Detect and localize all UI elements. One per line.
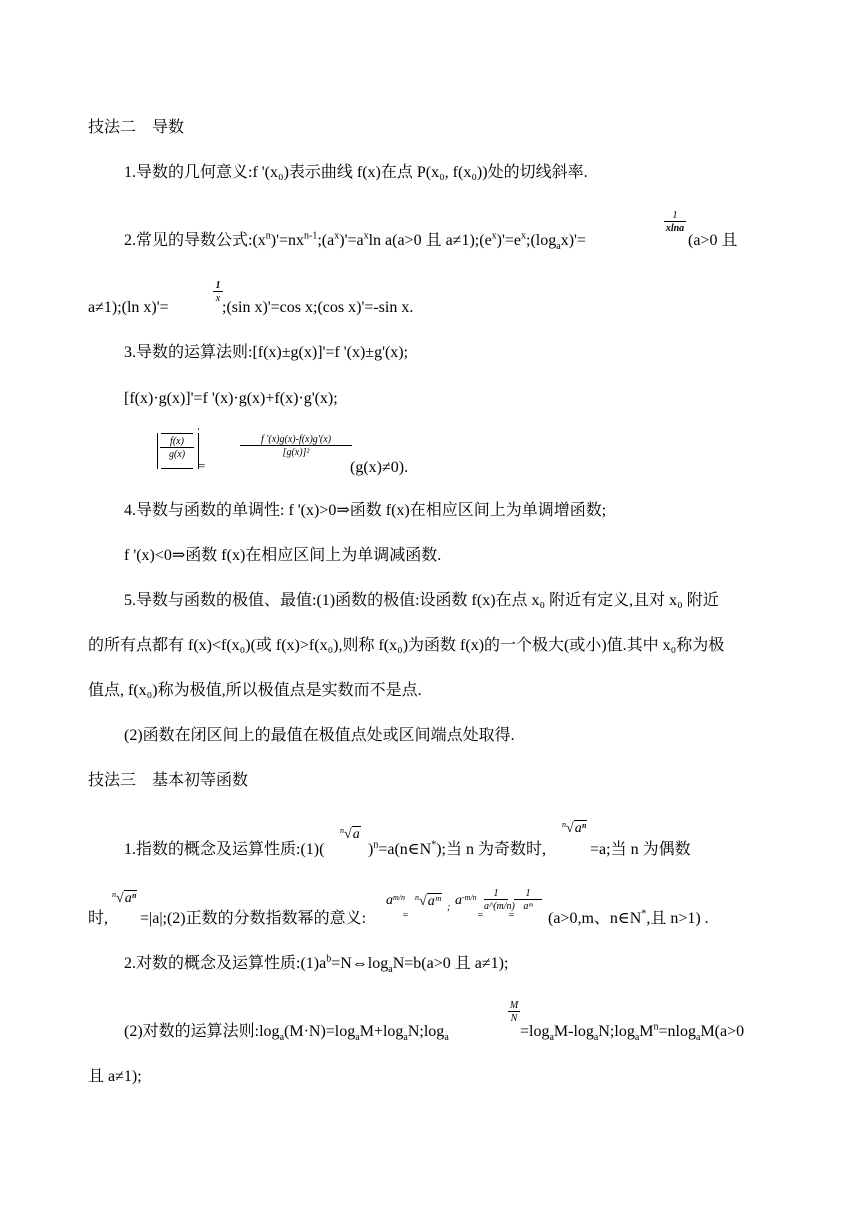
fraction-1-over-radical: $\frac{1}{\text{aᵐ}}$ bbox=[514, 888, 542, 912]
radical-1: $^n$√a bbox=[340, 826, 360, 842]
equals-1: = bbox=[402, 910, 409, 921]
fraction-ln-derivative: $\frac{1}{x}$ bbox=[213, 280, 223, 304]
exponent-line1-a: 1.指数的概念及运算性质:(1)( bbox=[124, 841, 325, 858]
monotonicity-decreasing: f '(x)<0⇒函数 f(x)在相应区间上为单调减函数. bbox=[124, 547, 442, 564]
exponent-line2-cond: (a>0,m、n∈N*,且 n>1) . bbox=[548, 908, 709, 927]
exponent-line2-a: 时, bbox=[88, 910, 109, 927]
quotient-condition: (g(x)≠0). bbox=[350, 459, 409, 476]
quotient-rule-lhs: $\frac{f(x)}{g(x)}$ bbox=[157, 433, 199, 469]
logarithm-definition: 2.对数的概念及运算性质$:(1)a^b=N\Leftrightarrow\log_aN=b(a>0$ 且 a≠1); bbox=[124, 953, 509, 976]
fraction-M-over-N: $\frac{M}{N}$ bbox=[509, 1000, 519, 1024]
derivative-formulas-line2-a: a≠1);(ln x)'= bbox=[88, 299, 169, 316]
power-a-neg-m-over-n: $a^{-m/n}$ bbox=[455, 893, 477, 908]
monotonicity-increasing: 4.导数与函数的单调性: f '(x)>0⇒函数 f(x)在相应区间上为单调增函数; bbox=[124, 502, 607, 519]
semicolon: ; bbox=[447, 902, 451, 913]
power-a-m-over-n: $a^{m/n}$ bbox=[386, 893, 405, 908]
logarithm-rules-line2: 且 a≠1); bbox=[88, 1068, 142, 1085]
derivative-formulas-cond: (a>0 且 bbox=[688, 232, 738, 249]
derivative-geometric-meaning: 1.导数的几何意义:f '(x₀)表示曲线 f(x)在点 P(x₀, f(x₀))处的切线斜率. bbox=[124, 164, 588, 181]
quotient-rule-rhs: $\frac{f '(x)g(x)-f(x)g'(x)}{\text{[g(x)]²}}$ bbox=[240, 434, 352, 458]
exponent-line1-c: =a;当 n 为偶数 bbox=[590, 841, 691, 858]
logarithm-rules-b: $=\log_aM-\log_aN;\log_aM^n=nlog_aM(a>0$ bbox=[520, 1021, 745, 1044]
extrema-line4: (2)函数在闭区间上的最值在极值点处或区间端点处取得. bbox=[124, 727, 515, 744]
exponent-line1-b: )$^n$=a(n∈N*);当 n 为奇数时, bbox=[368, 839, 546, 858]
equals-3: = bbox=[508, 910, 515, 921]
fraction-log-derivative: $\frac{1}{xlna}$ bbox=[665, 210, 685, 234]
radical-2: $^n$√aⁿ bbox=[562, 820, 587, 836]
extrema-line3: 值点, f(x₀)称为极值,所以极值点是实数而不是点. bbox=[88, 682, 422, 699]
quotient-equals: = bbox=[198, 458, 206, 473]
derivative-formulas-line2-b: ;(sin x)'=cos x;(cos x)'=-sin x. bbox=[222, 299, 414, 316]
radical-4: $^n$√aᵐ bbox=[415, 893, 441, 909]
derivative-rules-product: [f(x)·g(x)]'=f '(x)·g(x)+f(x)·g'(x); bbox=[124, 390, 338, 407]
section-title-elementary-functions: 技法三 基本初等函数 bbox=[88, 772, 249, 789]
derivative-rules-sum: 3.导数的运算法则:[f(x)±g(x)]'=f '(x)±g'(x); bbox=[124, 344, 409, 361]
derivative-formulas-line1: 2.常见的导数公式$:(x^n)'=nx^{n-1};(a^x)'=a^x\ln$ a(a>0 且 $a\ne 1);(e^x)'=e^x;(\log_ax)'=$ bbox=[124, 230, 586, 253]
radical-3: $^n$√aⁿ bbox=[112, 890, 137, 906]
fraction-1-over-power: $\frac{1}{a\^{}(m/n)}$ bbox=[484, 888, 515, 912]
section-title-derivative: 技法二 导数 bbox=[88, 119, 185, 136]
equals-2: = bbox=[477, 910, 484, 921]
quotient-prime: ' bbox=[197, 427, 200, 438]
extrema-line1: 5.导数与函数的极值、最值:(1)函数的极值:设函数 f(x)在点 x₀ 附近有定义,且对 x₀ 附近 bbox=[124, 592, 719, 609]
logarithm-rules-a: (2)对数的运算法则$:\log_a(M\cdot N)=\log_aM+\log_aN;\log_a$ bbox=[124, 1023, 449, 1044]
exponent-line2-b: =|a|;(2)正数的分数指数幂的意义: bbox=[140, 910, 367, 927]
extrema-line2: 的所有点都有 f(x)<f(x₀)(或 f(x)>f(x₀),则称 f(x₀)为函数 f(x)的一个极大(或小)值.其中 x₀称为极 bbox=[88, 637, 725, 654]
